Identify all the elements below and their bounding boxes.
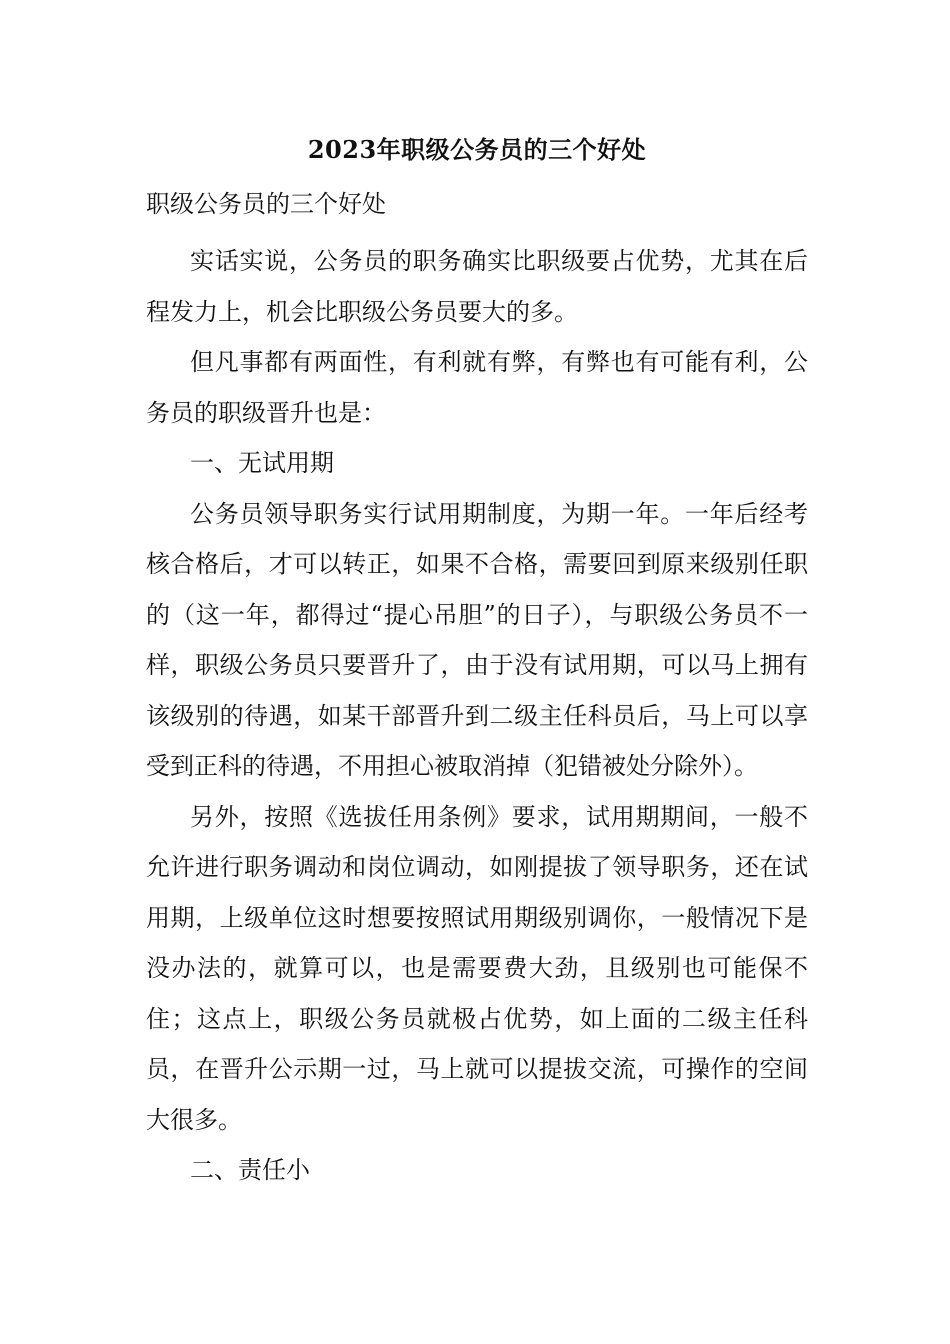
paragraph-probation: 公务员领导职务实行试用期制度，为期一年。一年后经考核合格后，才可以转正，如果不合格，需要回到原来级别任职的（这一年，都得过“提心吊胆”的日子），与职级公务员不一样，职级公务员只要晋升了，由于没有试用期，可以马上拥有该级别的待遇，如某干部晋升到二级主任科员后，马上可以享受到正科的待遇，不用担心被取消掉（犯错被处分除外）。 <box>146 499 808 780</box>
document-subtitle: 职级公务员的三个好处 <box>146 190 386 218</box>
paragraph-intro: 实话实说，公务员的职务确实比职级要占优势，尤其在后程发力上，机会比职级公务员要大的多。 <box>146 247 808 326</box>
section-heading-no-probation: 一、无试用期 <box>190 449 334 477</box>
section-heading-less-responsibility: 二、责任小 <box>190 1156 310 1184</box>
paragraph-two-sides: 但凡事都有两面性，有利就有弊，有弊也有可能有利，公务员的职级晋升也是： <box>146 348 808 427</box>
document-body <box>146 132 808 1196</box>
document-title: 2023年职级公务员的三个好处 <box>307 135 647 164</box>
paragraph-transfer: 另外，按照《选拔任用条例》要求，试用期期间，一般不允许进行职务调动和岗位调动，如刚提拔了领导职务，还在试用期，上级单位这时想要按照试用期级别调你，一般情况下是没办法的，就算可以，也是需要费大劲，且级别也可能保不住；这点上，职级公务员就极占优势，如上面的二级主任科员，在晋升公示期一过，马上就可以提拔交流，可操作的空间大很多。 <box>146 802 808 1134</box>
